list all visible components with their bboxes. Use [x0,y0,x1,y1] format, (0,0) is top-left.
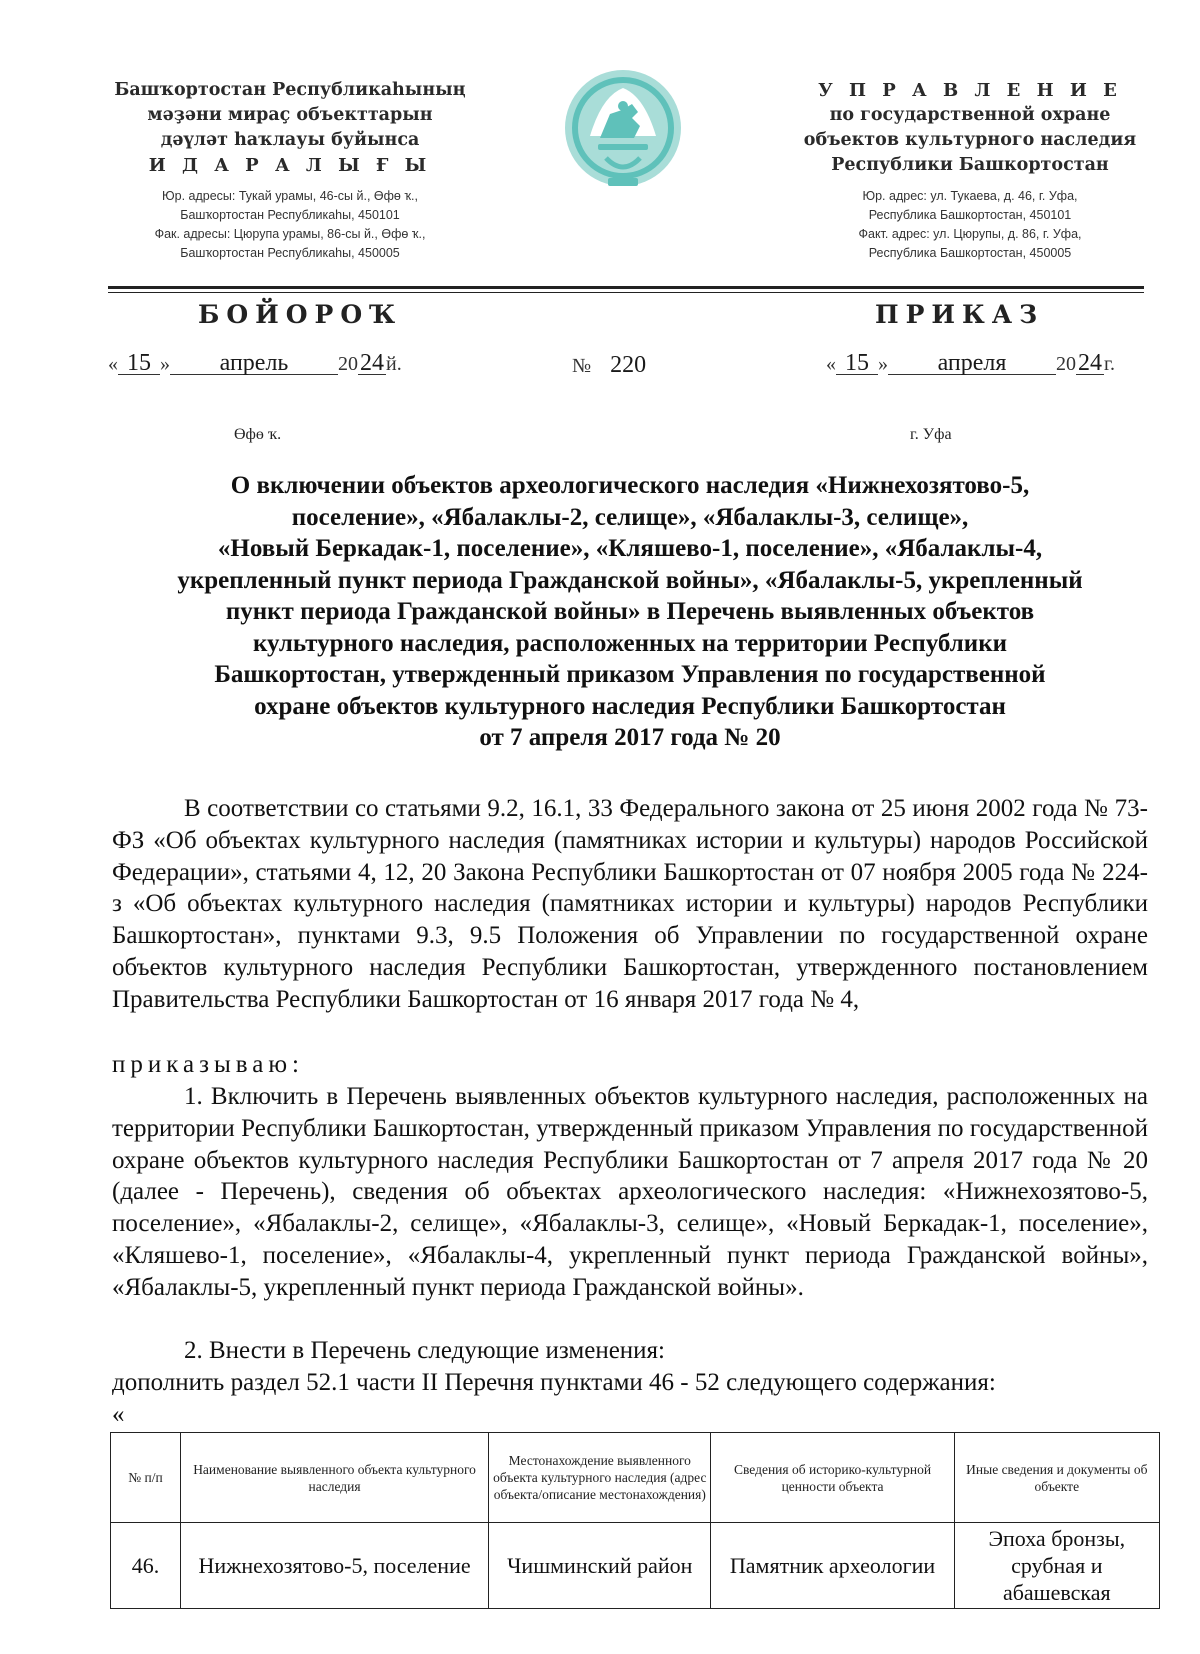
order-date-right [826,352,1115,376]
address-line: Юр. адресы: Тукай урамы, 46-сы й., Өфө ҡ., [162,189,418,203]
preamble-text: В соответствии со статьями 9.2, 16.1, 33 Федерального закона от 25 июня 2002 года № 73-ФЗ «Об объектах культурного наследия (памятниках истории и культуры) народов Российской Федерации», статьями 4, 12, 20 Закона Республики Башкортостан от 07 ноября 2005 года № 224-з «Об объектах культурного наследия (памятниках истории и культуры) народов Республики Башкортостан», пунктами 9.3, 9.5 Положения об Управлении по государственной охране объектов культурного наследия Республики Башкортостан, утвержденного постановлением Правительства Республики Башкортостан от 16 января 2017 года № 4, [112,795,1148,1013]
title-line: охране объектов культурного наследия Республики Башкортостан [254,692,1006,720]
org-address [90,187,490,263]
year-suffix: г. [1104,353,1115,375]
header-right-block [770,78,1170,263]
table-header-cell: Иные сведения и документы об объекте [954,1433,1159,1523]
org-name-line: И Д А Р А Л Ы Ғ Ы [148,155,432,176]
city-right: г. Уфа [910,426,952,443]
title-line: укрепленный пункт периода Гражданской войны», «Ябалаклы-5, укрепленный [177,566,1083,594]
table-header-row [111,1433,1160,1523]
org-name-line: по государственной охране [829,105,1111,125]
order-title-bashkir: БОЙОРОҠ [198,300,403,329]
address-line: Факт. адрес: ул. Цюрупы, д. 86, г. Уфа, [858,227,1082,241]
table-cell: Эпоха бронзы, срубная и абашевская [954,1523,1159,1609]
table-header-cell: Сведения об историко-культурной ценности объекта [711,1433,954,1523]
table-header-cell: № п/п [111,1433,181,1523]
year-prefix: 20 [338,353,358,375]
document-title [110,470,1150,754]
address-line: Республика Башкортостан, 450005 [868,246,1072,260]
clause-2-detail [112,1367,1148,1399]
date-day: 15 [118,352,160,375]
quote-mark: « [826,353,836,375]
date-day: 15 [836,352,878,375]
clause-1-text: 1. Включить в Перечень выявленных объектов культурного наследия, расположенных на территории Республики Башкортостан, утвержденный приказом Управления по государственной охране объектов культурного наследия Республики Башкортостан от 7 апреля 2017 года № 20 (далее - Перечень), сведения об объектах археологического наследия: «Нижнехозятово-5, поселение», «Ябалаклы-2, селище», «Ябалаклы-3, селище», «Новый Беркадак-1, поселение», «Кляшево-1, поселение», «Ябалаклы-4, укрепленный пункт периода Гражданской войны», «Ябалаклы-5, укрепленный пункт периода Гражданской войны». [112,1083,1148,1301]
org-name-line: Республики Башкортостан [831,155,1109,175]
order-date-left [108,352,402,376]
city-left: Өфө ҡ. [234,426,282,443]
clause-2-detail-text: дополнить раздел 52.1 части II Перечня пунктами 46 - 52 следующего содержания: [112,1369,996,1396]
quote-mark: « [108,353,118,375]
address-line: Башҡортостан Республикаһы, 450005 [180,246,400,260]
coat-of-arms-icon [562,66,684,196]
org-name-line: У П Р А В Л Е Н И Е [818,80,1122,101]
address-line: Башҡортостан Республикаһы, 450101 [180,208,400,222]
year-suffix: й. [386,353,402,375]
date-year: 24 [360,350,384,376]
header-divider [108,286,1144,289]
org-name-line: объектов культурного наследия [803,130,1137,150]
quote-mark: » [160,353,170,375]
table-cell: Памятник археологии [711,1523,954,1609]
clause-2-paragraph [112,1335,1148,1367]
order-verb-text: приказываю: [112,1051,304,1078]
title-line: пункт периода Гражданской войны» в Перечень выявленных объектов [225,598,1035,625]
header-left-block [90,78,490,263]
org-name-line: мәҙәни мираҫ объекттарын [147,105,433,125]
year-prefix: 20 [1056,353,1076,375]
table-cell: 46. [111,1523,181,1609]
header-divider [108,292,1144,293]
order-number [572,352,646,379]
table-row [111,1523,1160,1609]
title-line: от 7 апреля 2017 года № 20 [479,724,781,751]
order-verb [112,1049,1148,1081]
date-year: 24 [1078,350,1102,376]
org-address [770,187,1170,263]
table-header-cell: Наименование выявленного объекта культурного наследия [180,1433,488,1523]
clause-1-paragraph [112,1081,1148,1304]
quote-mark: » [878,353,888,375]
title-line: О включении объектов археологического наследия «Нижнехозятово-5, [230,472,1030,499]
order-title-russian: ПРИКАЗ [875,300,1045,329]
quote-open-text: « [112,1401,125,1428]
table-cell: Нижнехозятово-5, поселение [180,1523,488,1609]
date-month: апреля [888,352,1056,375]
address-line: Фак. адресы: Цюрупа урамы, 86-сы й., Өфө ҡ., [154,227,426,241]
quote-open [112,1399,1148,1431]
preamble-paragraph [112,793,1148,1016]
table-header-cell: Местонахождение выявленного объекта культурного наследия (адрес объекта/описание местонахождения) [489,1433,711,1523]
number-value: 220 [610,352,647,378]
org-name-line: дәүләт һаҡлауы буйынса [160,130,420,150]
title-line: «Новый Беркадак-1, поселение», «Кляшево-1, поселение», «Ябалаклы-4, [217,535,1043,562]
table-cell: Чишминский район [489,1523,711,1609]
date-month: апрель [170,352,338,375]
address-line: Юр. адрес: ул. Тукаева, д. 46, г. Уфа, [862,189,1078,203]
number-label: № [572,355,592,377]
org-name-line: Башҡортостан Республикаһының [114,80,466,100]
clause-2-text: 2. Внести в Перечень следующие изменения: [184,1337,666,1364]
title-line: Башкортостан, утвержденный приказом Управления по государственной [214,661,1046,688]
title-line: поселение», «Ябалаклы-2, селище», «Ябалаклы-3, селище», [291,503,969,531]
address-line: Республика Башкортостан, 450101 [868,208,1072,222]
title-line: культурного наследия, расположенных на территории Республики [252,629,1008,657]
objects-table [110,1432,1160,1609]
